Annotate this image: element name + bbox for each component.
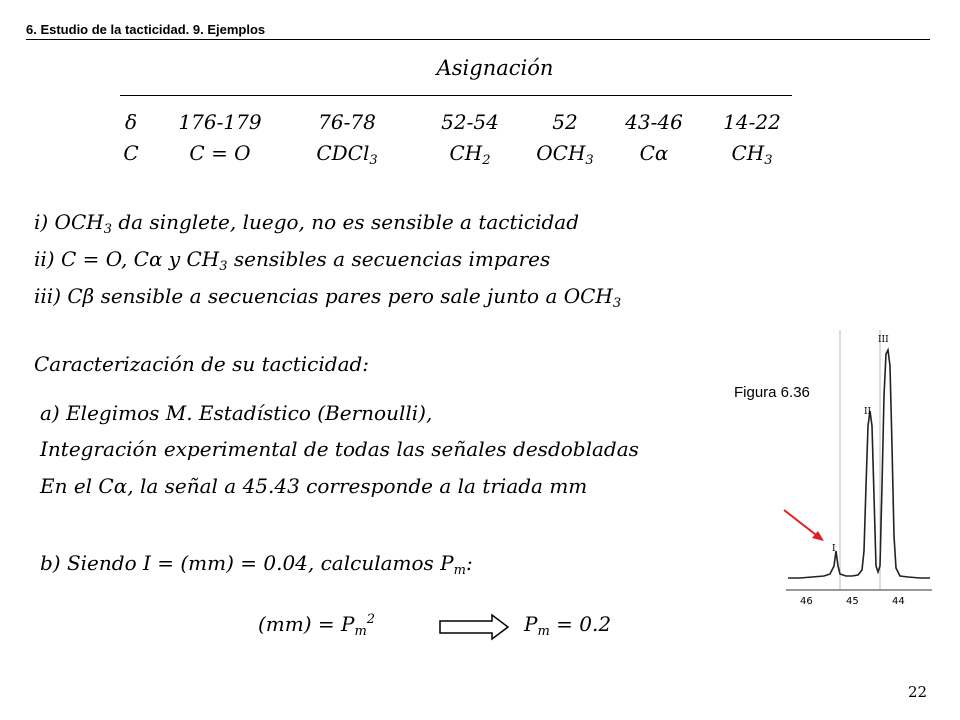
figure-label: Figura 6.36 [734,384,810,401]
note-ii: ii) C = O, Cα y $CH_3$ sensibles a secuencias impares [34,247,551,274]
assignment-title: Asignación [436,56,554,80]
label-cdcl3: CDCl$_3$ [316,141,378,168]
red-pointer-arrow-icon [780,506,830,546]
step-a-line2: Integración experimental de todas las señales desdobladas [40,437,639,461]
header-divider [26,39,930,40]
axis-tick-45: 45 [846,596,859,607]
shift-ch2: 52-54 [441,110,499,134]
nmr-spectrum-figure [780,326,940,610]
label-och3: $OCH_3$ [536,141,594,168]
page-number: 22 [908,683,928,701]
label-ch3: $CH_3$ [731,141,773,168]
axis-tick-44: 44 [892,596,905,607]
shift-ch3: 14-22 [723,110,781,134]
label-ch2: $CH_2$ [449,141,491,168]
peak-label-ii: II [864,407,872,417]
step-b: b) Siendo I = (mm) = 0.04, calculamos $P_m$: [40,551,473,578]
delta-symbol: δ [124,110,138,134]
peak-label-i: I [832,544,836,554]
peak-label-iii: III [878,335,889,345]
characterization-heading: Caracterización de su tacticidad: [34,352,370,376]
step-a-line1: a) Elegimos M. Estadístico (Bernoulli), [40,401,433,425]
table-divider [120,95,792,96]
shift-co: 176-179 [178,110,262,134]
shift-cdcl3: 76-78 [318,110,376,134]
axis-tick-46: 46 [800,596,813,607]
step-a-line3: En el Cα, la señal a 45.43 corresponde a la triada mm [40,474,588,498]
label-calpha: Cα [639,141,669,165]
note-i: i) $OCH_3$ da singlete, luego, no es sensible a tacticidad [34,210,580,237]
note-iii: iii) Cβ sensible a secuencias pares pero sale junto a $OCH_3$ [34,284,622,311]
shift-calpha: 43-46 [625,110,683,134]
shift-och3: 52 [552,110,578,134]
label-c: C [123,141,139,165]
equation-rhs: $P_m = 0.2$ [524,612,612,639]
implies-arrow-icon [438,612,512,642]
equation-lhs: $(mm) = P_m^2$ [258,612,376,639]
label-co: C = O [189,141,251,165]
section-header: 6. Estudio de la tacticidad. 9. Ejemplos [26,22,266,37]
